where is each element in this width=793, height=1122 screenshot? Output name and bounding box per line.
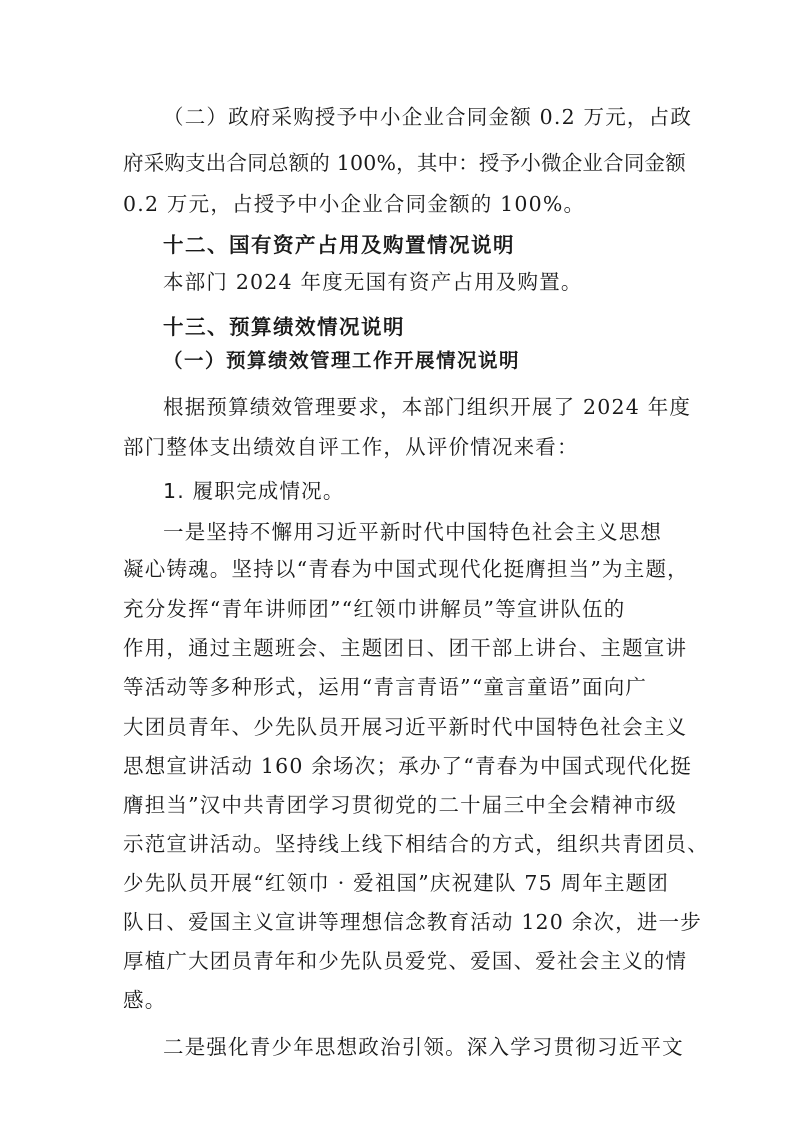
para1-line: 等活动等多种形式，运用“青言青语”“童言童语”面向广 bbox=[123, 675, 648, 699]
para1-line: 示范宣讲活动。坚持线上线下相结合的方式，组织共青团员、 bbox=[123, 832, 709, 856]
section-13-subheading: （一）预算绩效管理工作开展情况说明 bbox=[163, 349, 521, 372]
para1-line: 一是坚持不懈用习近平新时代中国特色社会主义思想 bbox=[163, 520, 663, 544]
para1-line: 队日、爱国主义宣讲等理想信念教育活动 120 余次，进一步 bbox=[123, 910, 702, 934]
para1-line: 厚植广大团员青年和少先队员爱党、爱国、爱社会主义的情 bbox=[123, 949, 688, 973]
procurement-line-3: 0.2 万元，占授予中小企业合同金额的 100%。 bbox=[123, 192, 586, 216]
para2-line-1: 二是强化青少年思想政治引领。深入学习贯彻习近平文 bbox=[163, 1035, 684, 1059]
section-12-body: 本部门 2024 年度无国有资产占用及购置。 bbox=[163, 270, 583, 294]
para1-line: 膺担当”汉中共青团学习贯彻党的二十届三中全会精神市级 bbox=[123, 793, 678, 817]
para1-line: 大团员青年、少先队员开展习近平新时代中国特色社会主义 bbox=[123, 715, 688, 739]
intro-line-2: 部门整体支出绩效自评工作，从评价情况来看： bbox=[123, 435, 579, 459]
procurement-line-1: （二）政府采购授予中小企业合同金额 0.2 万元，占政 bbox=[163, 105, 693, 129]
para1-line: 感。 bbox=[123, 988, 167, 1012]
para1-line: 思想宣讲活动 160 余场次；承办了“青春为中国式现代化挺 bbox=[123, 754, 692, 778]
intro-line-1: 根据预算绩效管理要求，本部门组织开展了 2024 年度 bbox=[163, 395, 692, 419]
para1-line: 作用，通过主题班会、主题团日、团干部上讲台、主题宣讲 bbox=[123, 636, 688, 660]
section-13-heading: 十三、预算绩效情况说明 bbox=[163, 315, 405, 339]
procurement-line-2: 府采购支出合同总额的 100%，其中：授予小微企业合同金额 bbox=[123, 151, 686, 175]
para1-line: 少先队员开展“红领巾 · 爱祖国”庆祝建队 75 周年主题团 bbox=[123, 871, 670, 895]
para1-line: 凝心铸魂。坚持以“青春为中国式现代化挺膺担当”为主题， bbox=[123, 557, 689, 581]
item-1-title: 1. 履职完成情况。 bbox=[163, 479, 345, 503]
para1-line: 充分发挥“青年讲师团”“红领巾讲解员”等宣讲队伍的 bbox=[123, 597, 626, 621]
section-12-heading: 十二、国有资产占用及购置情况说明 bbox=[163, 233, 515, 257]
